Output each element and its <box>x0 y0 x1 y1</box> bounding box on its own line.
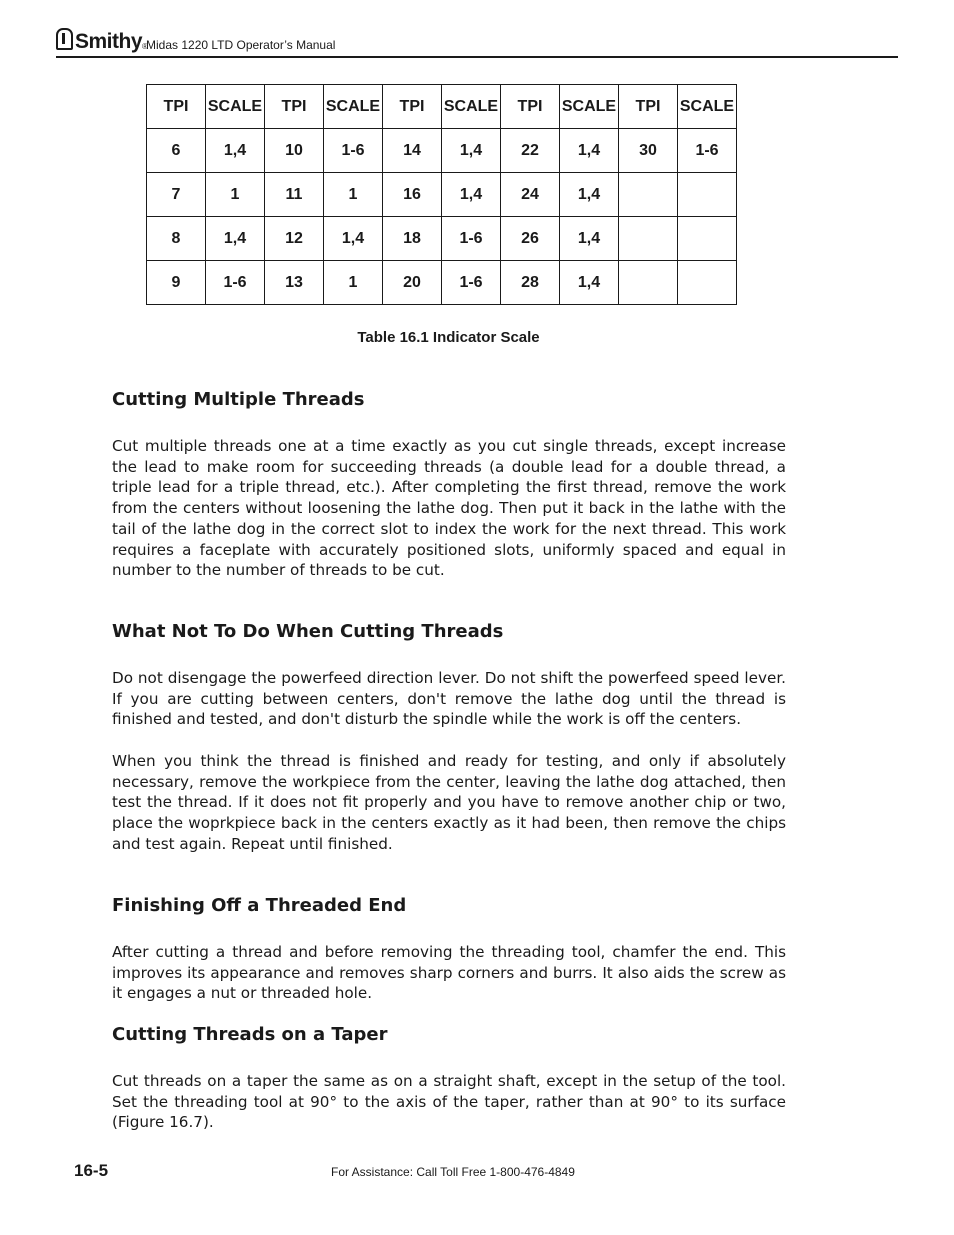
page-header <box>56 28 898 58</box>
assistance-line: For Assistance: Call Toll Free 1-800-476-4849 <box>331 1165 575 1179</box>
table-header-cell: SCALE <box>206 85 265 129</box>
table-cell <box>619 173 678 217</box>
smithy-logo <box>56 28 147 54</box>
smithy-logo-icon <box>56 28 73 50</box>
table-caption: Table 16.1 Indicator Scale <box>357 329 540 346</box>
paragraph-not-to-do-2: When you think the thread is finished and ready for testing, and only if absolutely necessary, remove the workpiece from the center, leaving the lathe dog attached, then test the thread. If it does not fit properly and you have to remove another chip or two, place the woprkpiece back in the centers exactly as it had been, then remove the chips and test again. Repeat until finished. <box>112 752 786 853</box>
table-cell: 22 <box>501 129 560 173</box>
table-cell: 28 <box>501 261 560 305</box>
table-header-cell: TPI <box>619 85 678 129</box>
paragraph-multiple-threads: Cut multiple threads one at a time exactly as you cut single threads, except increase the lead to make room for succeeding threads (a double lead for a double thread, a triple lead for a triple thread, etc.). After completing the first thread, remove the work from the centers without loosening the lathe dog. Then put it back in the lathe with the tail of the lathe dog in the correct slot to index the work for the next thread. This work requires a faceplate with accurately positioned slots, uniformly spaced and equal in number to the number of threads to be cut. <box>112 437 786 580</box>
table-cell: 14 <box>383 129 442 173</box>
table-cell: 1-6 <box>206 261 265 305</box>
paragraph-finishing: After cutting a thread and before removing the threading tool, chamfer the end. This improves its appearance and removes sharp corners and burrs. It also aids the screw as it engages a nut or threaded hole. <box>112 943 786 1003</box>
table-row <box>147 129 737 173</box>
table-cell <box>678 261 737 305</box>
table-header-cell: TPI <box>265 85 324 129</box>
table-cell <box>678 173 737 217</box>
table-cell: 1,4 <box>324 217 383 261</box>
table-cell: 13 <box>265 261 324 305</box>
table-cell: 20 <box>383 261 442 305</box>
heading-cutting-multiple-threads: Cutting Multiple Threads <box>112 389 365 410</box>
table-cell: 1 <box>324 173 383 217</box>
heading-finishing-threaded-end: Finishing Off a Threaded End <box>112 895 407 916</box>
table-cell: 1-6 <box>678 129 737 173</box>
table-cell: 1 <box>206 173 265 217</box>
indicator-scale-table <box>146 84 737 305</box>
table-cell: 9 <box>147 261 206 305</box>
table-row <box>147 261 737 305</box>
table-cell: 8 <box>147 217 206 261</box>
table-cell: 7 <box>147 173 206 217</box>
table-header-cell: SCALE <box>678 85 737 129</box>
table-cell: 12 <box>265 217 324 261</box>
table-header-cell: SCALE <box>324 85 383 129</box>
table-row <box>147 217 737 261</box>
page-number: 16-5 <box>74 1161 109 1180</box>
table-row <box>147 173 737 217</box>
table-cell: 1,4 <box>560 261 619 305</box>
table-cell: 1 <box>324 261 383 305</box>
table-cell: 6 <box>147 129 206 173</box>
table-header-row <box>147 85 737 129</box>
table-cell: 30 <box>619 129 678 173</box>
table-header-cell: SCALE <box>560 85 619 129</box>
table-header-cell: TPI <box>147 85 206 129</box>
table-cell: 1-6 <box>324 129 383 173</box>
table-cell: 1,4 <box>560 217 619 261</box>
table-cell: 10 <box>265 129 324 173</box>
paragraph-not-to-do-1: Do not disengage the powerfeed direction lever. Do not shift the powerfeed speed lever. If you are cutting between centers, don't remove the lathe dog until the thread is finished and tested, and don't disturb the spindle while the work is off the centers. <box>112 669 786 729</box>
table-cell: 1,4 <box>206 217 265 261</box>
table-cell <box>678 217 737 261</box>
table-cell: 16 <box>383 173 442 217</box>
manual-title: Midas 1220 LTD Operator’s Manual <box>146 38 336 52</box>
table-cell: 1-6 <box>442 261 501 305</box>
table-cell: 1,4 <box>560 173 619 217</box>
table-cell: 24 <box>501 173 560 217</box>
table-cell: 1,4 <box>206 129 265 173</box>
table-header-cell: SCALE <box>442 85 501 129</box>
table-cell: 1,4 <box>442 173 501 217</box>
table-cell: 18 <box>383 217 442 261</box>
table-cell <box>619 261 678 305</box>
table-cell: 1,4 <box>442 129 501 173</box>
table-cell: 1,4 <box>560 129 619 173</box>
table-cell: 26 <box>501 217 560 261</box>
brand-name: Smithy <box>75 30 143 53</box>
registered-mark: ® <box>142 42 148 51</box>
table-cell: 11 <box>265 173 324 217</box>
heading-cutting-on-taper: Cutting Threads on a Taper <box>112 1024 388 1045</box>
paragraph-taper: Cut threads on a taper the same as on a straight shaft, except in the setup of the tool. Set the threading tool at 90° to the axis of the taper, rather than at 90° to its surface (Figure 16.7). <box>112 1072 786 1132</box>
heading-what-not-to-do: What Not To Do When Cutting Threads <box>112 621 504 642</box>
table-cell: 1-6 <box>442 217 501 261</box>
table-cell <box>619 217 678 261</box>
table-header-cell: TPI <box>501 85 560 129</box>
table-header-cell: TPI <box>383 85 442 129</box>
